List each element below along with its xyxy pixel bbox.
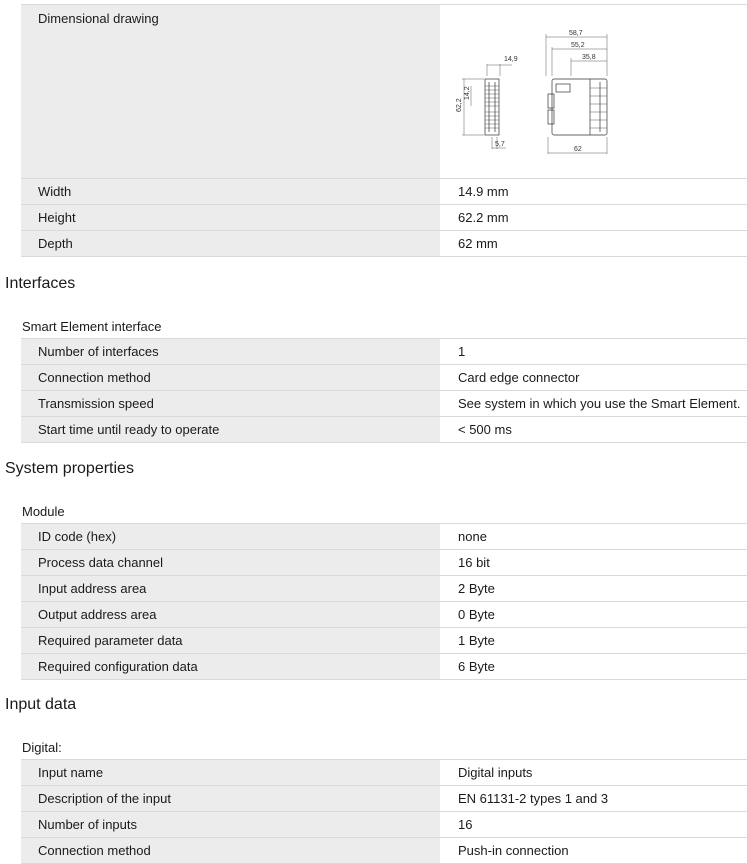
row-label: Input address area: [21, 576, 440, 601]
dim-label: 14,2: [464, 86, 471, 100]
row-value: 14.9 mm: [440, 179, 747, 204]
table-row: [21, 365, 747, 391]
table-row: [21, 602, 747, 628]
row-label: Transmission speed: [21, 391, 440, 416]
table-row: [21, 339, 747, 365]
row-label: Start time until ready to operate: [21, 417, 440, 442]
row-value: EN 61131-2 types 1 and 3: [440, 786, 747, 811]
row-value: 6 Byte: [440, 654, 747, 679]
section-subheading: Smart Element interface: [22, 319, 162, 334]
row-value: 62 mm: [440, 231, 747, 256]
row-label: ID code (hex): [21, 524, 440, 549]
row-label: Width: [21, 179, 440, 204]
row-value: 1: [440, 339, 747, 364]
drawing-row: [21, 5, 747, 179]
row-label: Number of interfaces: [21, 339, 440, 364]
row-label: Depth: [21, 231, 440, 256]
side-view: [546, 34, 607, 154]
row-label: Number of inputs: [21, 812, 440, 837]
table-row: [21, 654, 747, 680]
table-row: [21, 524, 747, 550]
table-row: [21, 179, 747, 205]
table-row: [21, 838, 747, 864]
dim-label: 62,2: [456, 98, 463, 112]
section-heading: Interfaces: [5, 275, 76, 292]
section-heading: System properties: [5, 460, 134, 477]
row-value: < 500 ms: [440, 417, 747, 442]
dimensional-drawing: [440, 24, 620, 159]
table-row: [21, 391, 747, 417]
row-label: Process data channel: [21, 550, 440, 575]
row-value: See system in which you use the Smart Element.: [440, 391, 747, 416]
dim-label: 55,2: [571, 42, 585, 49]
row-value: 62.2 mm: [440, 205, 747, 230]
section-heading: Input data: [5, 696, 77, 713]
row-label: Output address area: [21, 602, 440, 627]
table-row: [21, 576, 747, 602]
interfaces-table: [21, 338, 747, 443]
row-value: 16: [440, 812, 747, 837]
row-label: Input name: [21, 760, 440, 785]
dim-label: 14,9: [504, 56, 518, 63]
table-row: [21, 417, 747, 443]
input-table: [21, 759, 747, 864]
row-value: 0 Byte: [440, 602, 747, 627]
section-subheading: Digital:: [22, 740, 62, 755]
table-row: [21, 760, 747, 786]
drawing-label: Dimensional drawing: [21, 5, 440, 178]
section-subheading: Module: [22, 504, 65, 519]
row-value: Digital inputs: [440, 760, 747, 785]
table-row: [21, 628, 747, 654]
row-label: Required configuration data: [21, 654, 440, 679]
front-view: [462, 64, 512, 149]
row-label: Height: [21, 205, 440, 230]
dim-label: 35,8: [582, 54, 596, 61]
row-label: Connection method: [21, 838, 440, 863]
dimensions-table: [21, 4, 747, 257]
row-value: 2 Byte: [440, 576, 747, 601]
row-value: 1 Byte: [440, 628, 747, 653]
table-row: [21, 550, 747, 576]
row-label: Required parameter data: [21, 628, 440, 653]
row-label: Connection method: [21, 365, 440, 390]
row-value: Push-in connection: [440, 838, 747, 863]
row-value: Card edge connector: [440, 365, 747, 390]
dim-label: 62: [574, 146, 582, 153]
dim-label: 58,7: [569, 30, 583, 37]
table-row: [21, 205, 747, 231]
row-value: none: [440, 524, 747, 549]
dim-label: 5,7: [495, 141, 505, 148]
row-value: 16 bit: [440, 550, 747, 575]
table-row: [21, 812, 747, 838]
table-row: [21, 786, 747, 812]
system-table: [21, 523, 747, 680]
row-label: Description of the input: [21, 786, 440, 811]
table-row: [21, 231, 747, 257]
